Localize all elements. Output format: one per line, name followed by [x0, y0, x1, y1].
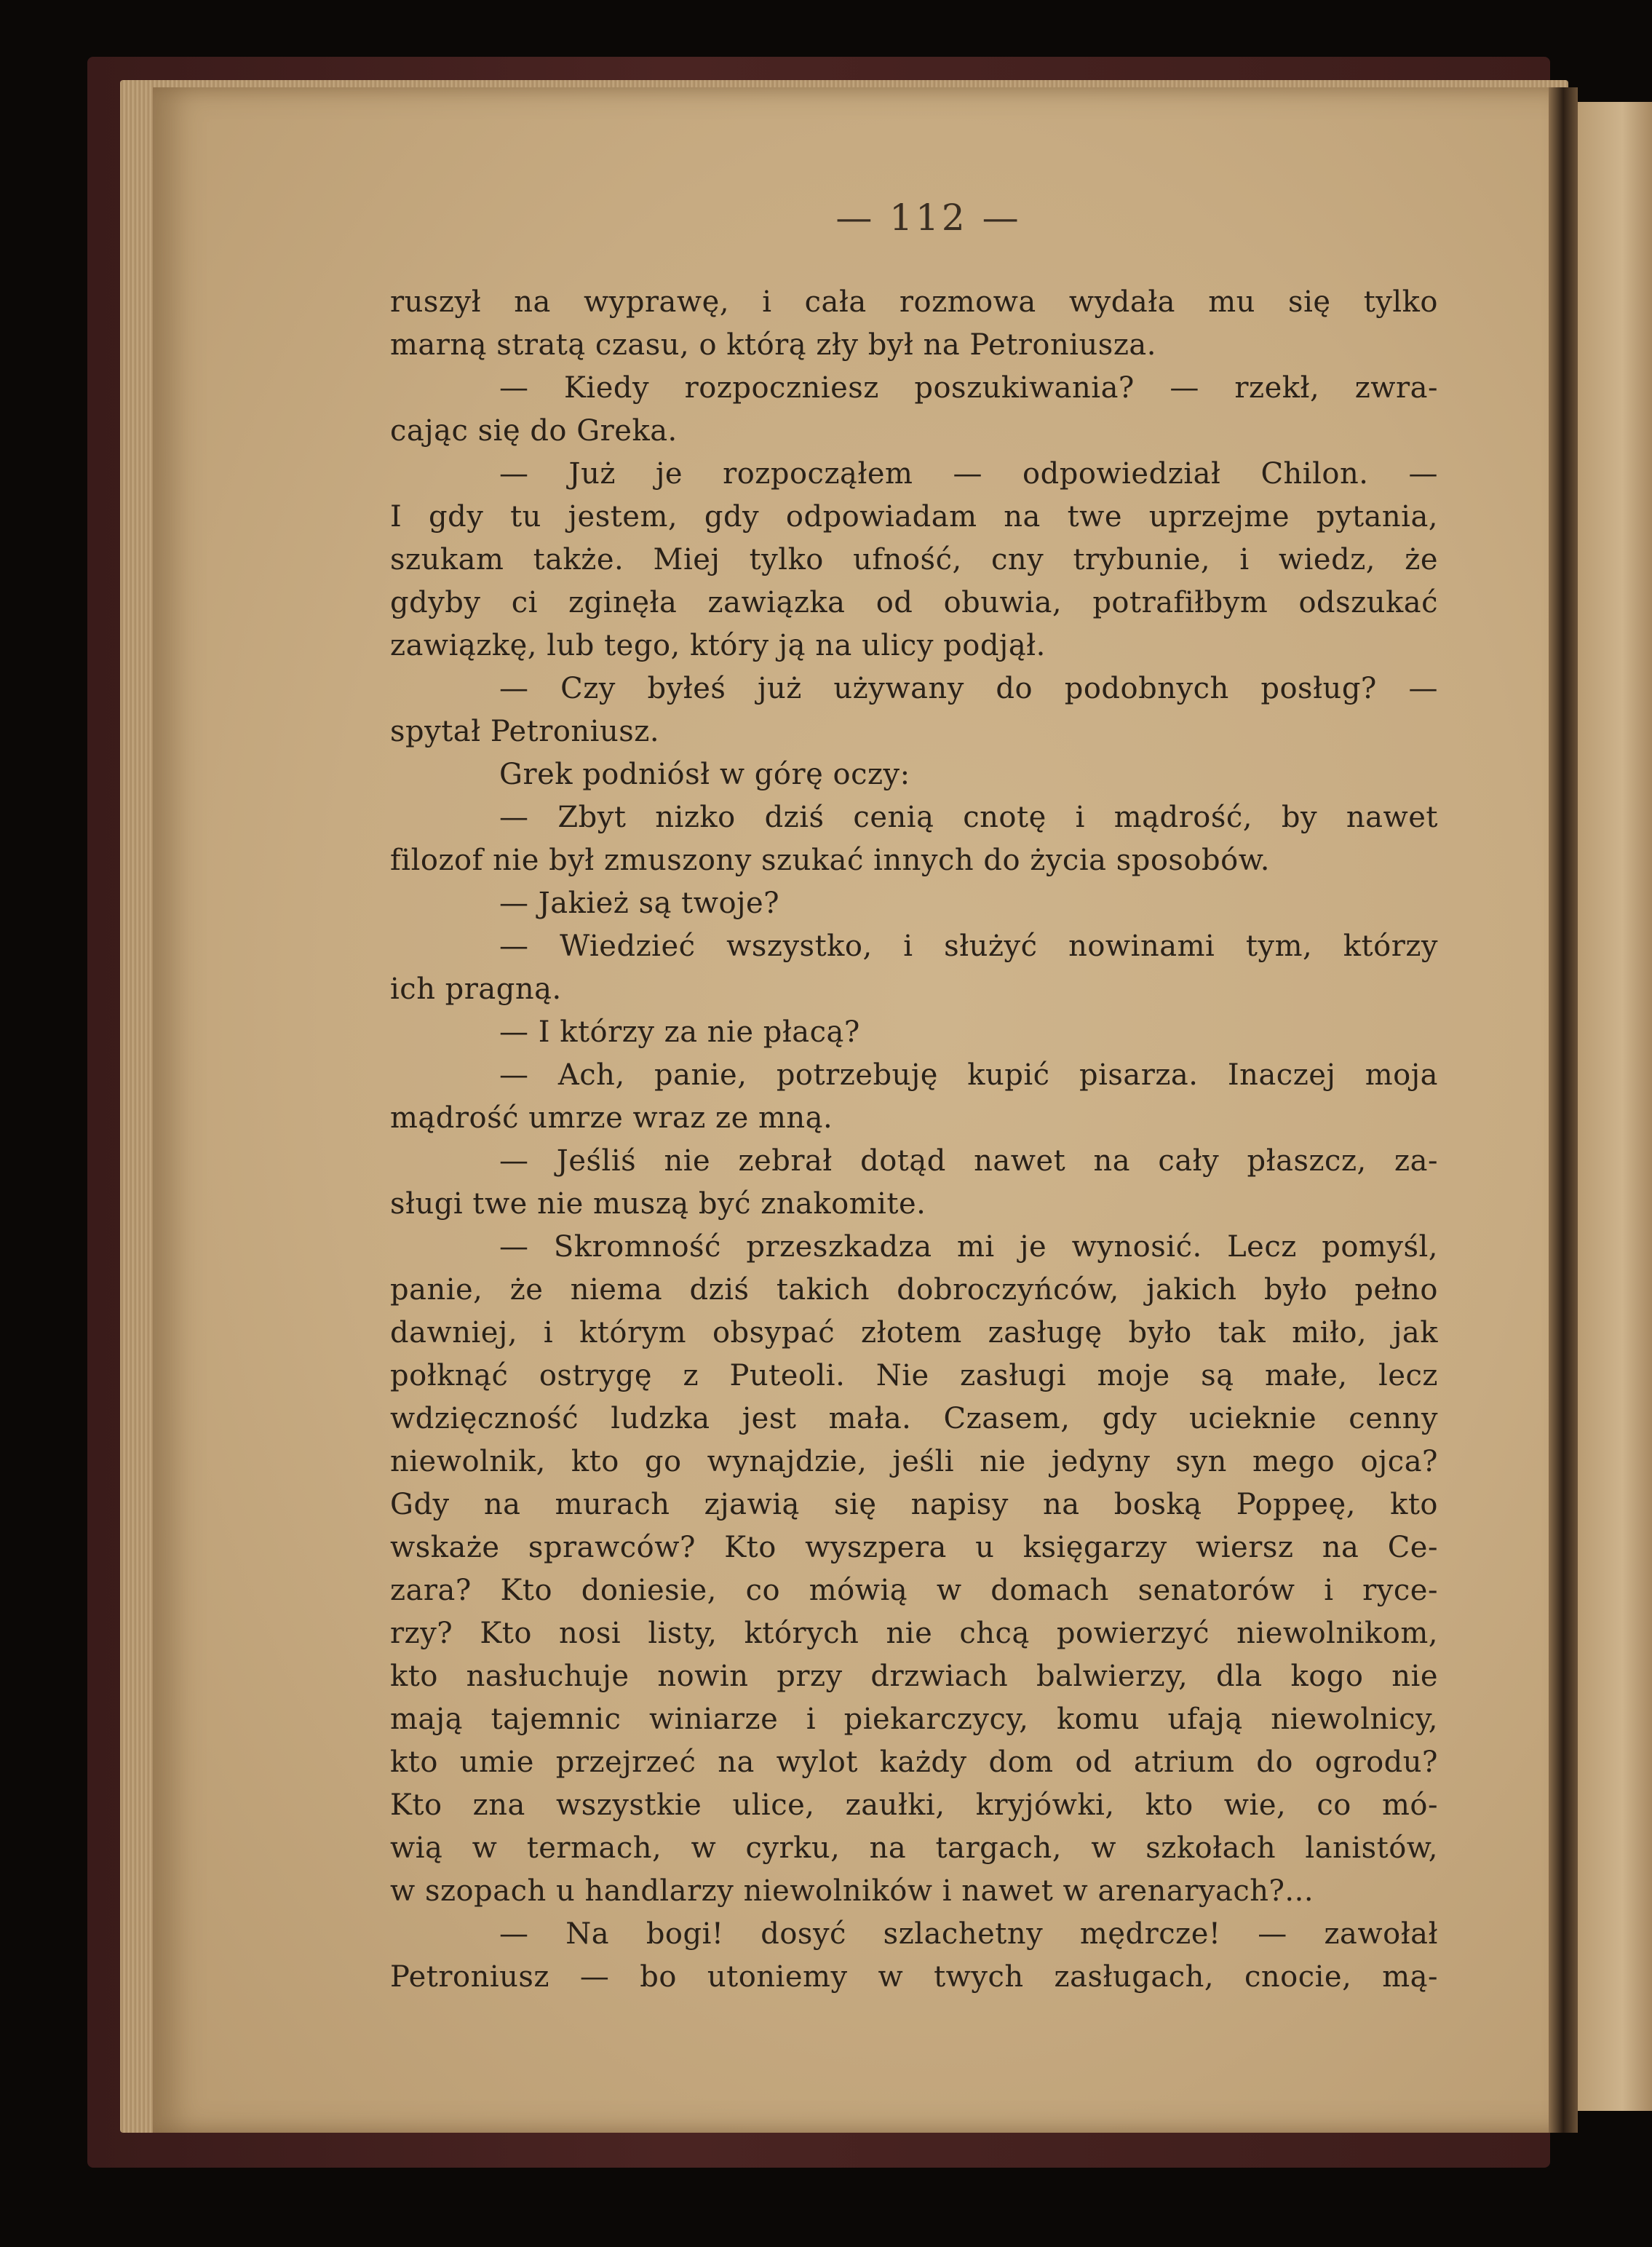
- text-line: marną stratą czasu, o którą zły był na Petroniusza.: [390, 328, 1156, 362]
- text-line: sługi twe nie muszą być znakomite.: [390, 1187, 926, 1221]
- text-line: kto umie przejrzeć na wylot każdy dom od atrium do ogrodu?: [390, 1745, 1438, 1779]
- text-line: ich pragną.: [390, 972, 562, 1006]
- text-line: cając się do Greka.: [390, 414, 678, 448]
- text-line: — Wiedzieć wszystko, i służyć nowinami tym, którzy: [499, 930, 1438, 963]
- text-line: wskaże sprawców? Kto wyszpera u księgarzy wiersz na Ce-: [390, 1531, 1438, 1564]
- text-line: I gdy tu jestem, gdy odpowiadam na twe uprzejme pytania,: [390, 500, 1438, 534]
- text-line: kto nasłuchuje nowin przy drzwiach balwierzy, dla kogo nie: [390, 1660, 1438, 1693]
- text-line: — Zbyt nizko dziś cenią cnotę i mądrość, by nawet: [499, 801, 1438, 834]
- text-line: wią w termach, w cyrku, na targach, w szkołach lanistów,: [390, 1831, 1438, 1865]
- text-line: w szopach u handlarzy niewolników i nawet w arenaryach?...: [390, 1874, 1314, 1908]
- text-line: wdzięczność ludzka jest mała. Czasem, gdy ucieknie cenny: [390, 1402, 1438, 1435]
- text-line: połknąć ostrygę z Puteoli. Nie zasługi moje są małe, lecz: [390, 1359, 1438, 1392]
- text-line: mają tajemnic winiarze i piekarczycy, komu ufają niewolnicy,: [390, 1703, 1438, 1736]
- text-line: mądrość umrze wraz ze mną.: [390, 1101, 833, 1135]
- text-line: Gdy na murach zjawią się napisy na boską Poppeę, kto: [390, 1488, 1438, 1521]
- facing-page-edge: [1578, 102, 1652, 2111]
- text-line: — Już je rozpocząłem — odpowiedział Chilon. —: [499, 457, 1438, 491]
- text-line: — Skromność przeszkadza mi je wynosić. Lecz pomyśl,: [499, 1230, 1438, 1264]
- text-line: Petroniusz — bo utoniemy w twych zasługach, cnocie, mą-: [390, 1960, 1438, 1994]
- text-line: ruszył na wyprawę, i cała rozmowa wydała mu się tylko: [390, 285, 1438, 319]
- text-line: panie, że niema dziś takich dobroczyńców, jakich było pełno: [390, 1273, 1438, 1307]
- text-line: rzy? Kto nosi listy, których nie chcą powierzyć niewolnikom,: [390, 1617, 1438, 1650]
- text-line: — Ach, panie, potrzebuję kupić pisarza. Inaczej moja: [499, 1058, 1438, 1092]
- text-line: dawniej, i którym obsypać złotem zasługę było tak miło, jak: [390, 1316, 1438, 1350]
- text-line: niewolnik, kto go wynajdzie, jeśli nie jedyny syn mego ojca?: [390, 1445, 1438, 1478]
- text-line: — I którzy za nie płacą?: [499, 1015, 860, 1049]
- page-number: — 112 —: [835, 197, 1022, 239]
- text-line: — Jeśliś nie zebrał dotąd nawet na cały płaszcz, za-: [499, 1144, 1438, 1178]
- text-lines: [390, 281, 1438, 1999]
- text-line: zara? Kto doniesie, co mówią w domach senatorów i ryce-: [390, 1574, 1438, 1607]
- text-line: gdyby ci zginęła zawiązka od obuwia, potrafiłbym odszukać: [390, 586, 1438, 619]
- text-line: — Czy byłeś już używany do podobnych posług? —: [499, 672, 1438, 705]
- text-line: — Kiedy rozpoczniesz poszukiwania? — rzekł, zwra-: [499, 371, 1438, 405]
- text-line: — Jakież są twoje?: [499, 887, 780, 920]
- book-gutter: [1549, 87, 1578, 2133]
- text-line: — Na bogi! dosyć szlachetny mędrcze! — zawołał: [499, 1917, 1438, 1951]
- text-line: Grek podniósł w górę oczy:: [499, 758, 910, 791]
- text-line: szukam także. Miej tylko ufność, cny trybunie, i wiedz, że: [390, 543, 1438, 576]
- text-line: Kto zna wszystkie ulice, zaułki, kryjówki, kto wie, co mó-: [390, 1788, 1438, 1822]
- text-line: zawiązkę, lub tego, który ją na ulicy podjął.: [390, 629, 1046, 662]
- text-line: spytał Petroniusz.: [390, 715, 660, 748]
- text-line: filozof nie był zmuszony szukać innych do życia sposobów.: [390, 844, 1270, 877]
- page-text: [390, 197, 1438, 1999]
